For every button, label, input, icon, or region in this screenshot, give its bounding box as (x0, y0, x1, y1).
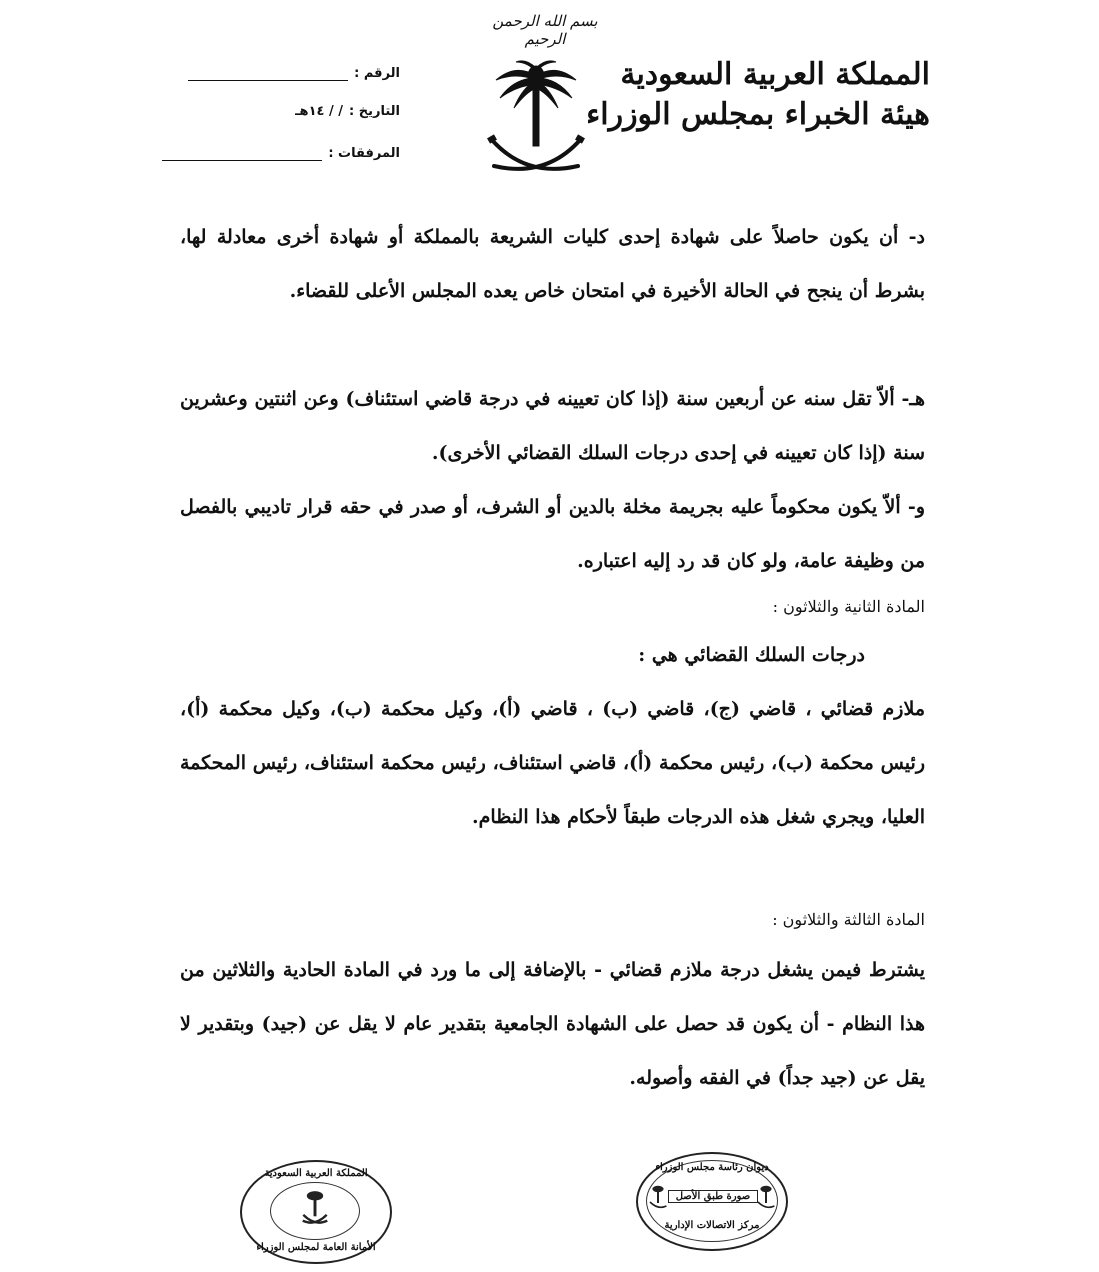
clause-h: هـ- ألاّ تقل سنه عن أربعين سنة (إذا كان تعيينه في درجة قاضي استئناف) وعن اثنتين وعشرين سنة (إذا كان تعيينه في إحدى درجات السلك القضائي الأخرى). (180, 388, 925, 464)
attachments-line (162, 148, 322, 161)
left-stamp-emblem-icon (300, 1190, 330, 1228)
right-stamp-top-text: ديوان رئاسة مجلس الوزراء (655, 1162, 769, 1173)
reference-row (188, 66, 400, 81)
kingdom-name: المملكة العربية السعودية (620, 57, 930, 92)
right-stamp (636, 1152, 788, 1251)
clause-w: و- ألاّ يكون محكوماً عليه بجريمة مخلة بالدين أو الشرف، أو صدر في حقه قرار تاديبي بالفصل من وظيفة عامة، ولو كان قد رد إليه اعتباره. (180, 496, 925, 572)
letterhead (586, 55, 930, 135)
article-32-text: ملازم قضائي ، قاضي (ج)، قاضي (ب) ، قاضي (أ)، وكيل محكمة (ب)، وكيل محكمة (أ)، رئيس محكمة (ب)، رئيس محكمة (أ)، قاضي استئناف، رئيس محكمة استئناف، رئيس المحكمة العليا، ويجري شغل هذه الدرجات طبقاً لأحكام هذا النظام. (180, 698, 925, 828)
article-33-heading: المادة الثالثة والثلاثون : (772, 910, 925, 929)
left-stamp (240, 1160, 392, 1264)
reference-line (188, 68, 348, 81)
reference-label: الرقم : (354, 66, 400, 81)
date-value: / / ١٤هـ (295, 104, 344, 119)
authority-name: هيئة الخبراء بمجلس الوزراء (586, 97, 930, 132)
article-32-intro: درجات السلك القضائي هي : (638, 644, 865, 666)
saudi-emblem-icon (486, 58, 586, 188)
right-stamp-middle-text: صورة طبق الأصل (668, 1190, 758, 1203)
right-stamp-emblem-left-icon (648, 1184, 668, 1212)
attachments-label: المرفقات : (328, 146, 400, 161)
article-33-text: يشترط فيمن يشغل درجة ملازم قضائي - بالإضافة إلى ما ورد في المادة الحادية والثلاثين من هذا النظام - أن يكون قد حصل على الشهادة الجامعية بتقدير عام لا يقل عن (جيد) وبتقدير لا يقل عن (جيد جداً) في الفقه وأصوله. (180, 959, 925, 1089)
left-stamp-bottom-text: الأمانة العامة لمجلس الوزراء (256, 1242, 376, 1253)
right-stamp-bottom-text: مركز الاتصالات الإدارية (664, 1220, 760, 1231)
right-stamp-emblem-right-icon (756, 1184, 776, 1212)
basmala: بسم الله الرحمن الرحيم (492, 12, 598, 48)
article-32-heading: المادة الثانية والثلاثون : (772, 597, 925, 616)
clause-d: د- أن يكون حاصلاً على شهادة إحدى كليات الشريعة بالمملكة أو شهادة أخرى معادلة لها، بشرط أن ينجح في الحالة الأخيرة في امتحان خاص يعده المجلس الأعلى للقضاء. (180, 226, 925, 302)
date-label: التاريخ : (349, 104, 400, 119)
attachments-row (162, 146, 400, 161)
date-row (295, 104, 400, 119)
left-stamp-top-text: المملكة العربية السعودية (264, 1168, 368, 1179)
